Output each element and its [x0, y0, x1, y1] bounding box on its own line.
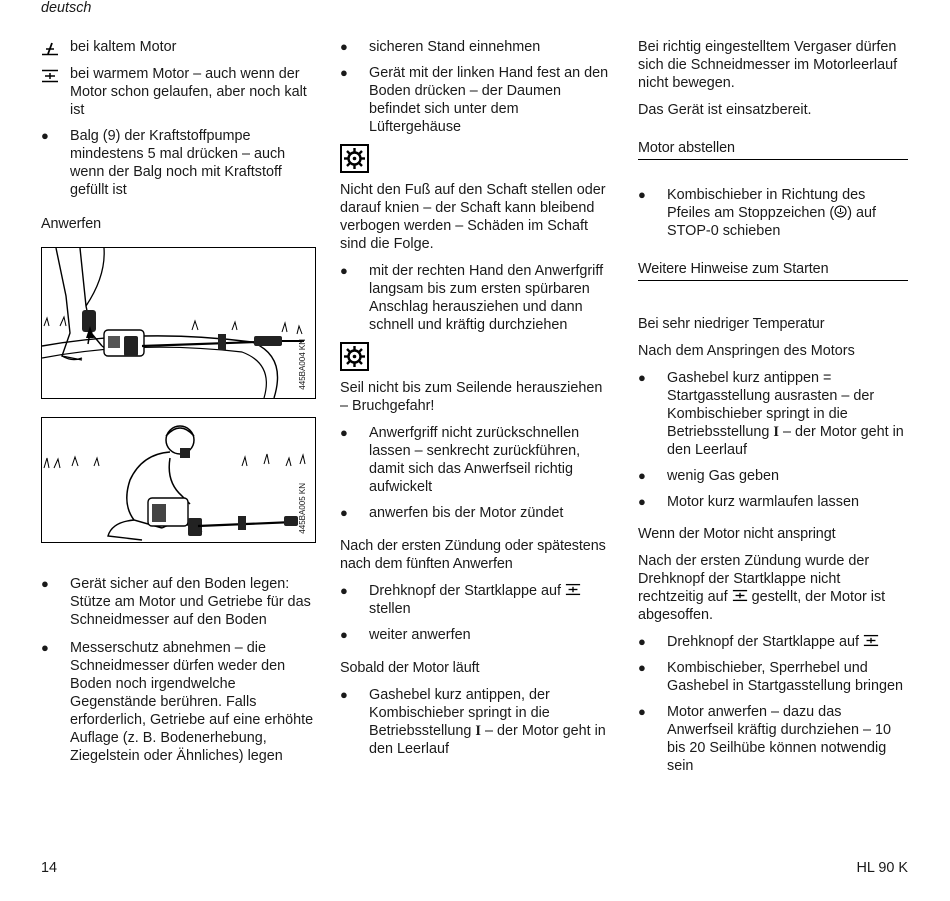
stop-sign-icon: [834, 205, 847, 218]
bullet-icon: ●: [340, 65, 348, 80]
list-item: [340, 626, 612, 644]
bullet-icon: ●: [638, 494, 646, 509]
page-number: 14: [41, 860, 58, 876]
list-item-text: Anwerfgriff nicht zurückschnellen lassen – senkrecht zurückführen, damit sich das Anwerfseil richtig aufwickelt: [369, 425, 581, 495]
bullet-icon: ●: [638, 634, 646, 649]
list-item-text: Motor kurz warmlaufen lassen: [667, 494, 859, 510]
starting-illustration-1: [42, 248, 310, 398]
bullet-icon: ●: [638, 468, 646, 483]
run-position-symbol: I: [773, 424, 780, 440]
list-item-text: mit der rechten Hand den Anwerfgriff langsam bis zum ersten spürbaren Anschlag herausziehen und dann schnell und kräftig durchziehen: [369, 263, 604, 333]
choke-warm-icon: [863, 634, 879, 647]
paragraph: Bei richtig eingestelltem Vergaser dürfen sich die Schneidmesser im Motorleerlauf nicht bewegen.: [638, 39, 898, 91]
list-item-text: [369, 582, 612, 618]
bullet-icon: ●: [340, 627, 348, 642]
bullet-icon: ●: [340, 263, 348, 278]
column-1: [41, 38, 316, 773]
list-item-text: Motor anwerfen – dazu das Anwerfseil kräftig durchziehen – 10 bis 20 Seilhübe können notwendig sein: [667, 704, 891, 774]
list-item: [638, 467, 908, 485]
list-item-text-part: – der Motor geht in den Leerlauf: [369, 723, 606, 757]
language-label: deutsch: [41, 0, 92, 16]
choke-warm-text: bei warmem Motor – auch wenn der Motor schon gelaufen, aber noch kalt ist: [70, 66, 307, 118]
figure-id: 445BA004 KN: [298, 339, 307, 390]
paragraph-part: gestellt, der Motor ist abgesoffen.: [638, 589, 886, 623]
bullet-icon: ●: [638, 660, 646, 675]
choke-warm-icon: [41, 65, 70, 88]
choke-cold-row: [41, 38, 316, 61]
bullet-icon: ●: [638, 370, 646, 385]
list-item: [340, 262, 612, 334]
list-item: [340, 424, 612, 496]
list-item: [340, 504, 612, 522]
list-item-text: Gerät mit der linken Hand fest an den Boden drücken – der Daumen befindet sich unter dem Lüftergehäuse: [369, 65, 609, 135]
bullet-icon: ●: [41, 576, 49, 591]
list-item: [638, 369, 908, 459]
list-item: [638, 186, 908, 240]
figure-kneeling-position: [41, 417, 316, 543]
list-item-text: sicheren Stand einnehmen: [369, 39, 541, 55]
warning-gear-icon: [340, 342, 369, 371]
paragraph: Nach dem Anspringen des Motors: [638, 343, 855, 359]
list-item: [638, 659, 908, 695]
list-item: [41, 639, 316, 765]
list-item: [41, 127, 316, 199]
choke-cold-text: bei kaltem Motor: [70, 39, 177, 55]
list-item-text-part: ) auf: [847, 205, 876, 221]
run-position-symbol: I: [475, 723, 482, 739]
column-3: [638, 38, 908, 783]
list-item-text-part: Gashebel kurz antippen = Startgasstellung ausrasten – der Kombischieber springt in die Betriebsstellung: [667, 370, 875, 440]
heading-stop-engine: Motor abstellen: [638, 139, 908, 160]
paragraph: Das Gerät ist einsatzbereit.: [638, 102, 812, 118]
bullet-icon: ●: [638, 187, 646, 202]
list-item: [638, 703, 908, 775]
list-item-text: anwerfen bis der Motor zündet: [369, 505, 564, 521]
bullet-icon: ●: [638, 704, 646, 719]
warning-text: [340, 379, 612, 415]
list-item-text-part: stellen: [369, 601, 411, 617]
list-item-text: [667, 369, 908, 459]
paragraph: [638, 552, 908, 624]
figure-starting-position: [41, 247, 316, 399]
figure-id: 445BA005 KN: [298, 483, 307, 534]
list-item: [638, 493, 908, 511]
list-item-text-part: Drehknopf der Startklappe auf: [369, 583, 565, 599]
list-item-text-part: Kombischieber in Richtung des Pfeiles am Stoppzeichen (: [667, 187, 866, 221]
heading-further-tips: Weitere Hinweise zum Starten: [638, 260, 908, 281]
list-item: [638, 633, 908, 651]
bullet-icon: ●: [340, 583, 348, 598]
list-item-text: wenig Gas geben: [667, 468, 780, 484]
danger-label: Bruchgefahr!: [352, 398, 435, 414]
bullet-icon: ●: [340, 425, 348, 440]
warning-gear-icon: [340, 144, 369, 173]
list-item: [41, 575, 316, 629]
heading-first-ignition: Nach der ersten Zündung oder spätestens nach dem fünften Anwerfen: [340, 538, 606, 572]
heading-engine-running: Sobald der Motor läuft: [340, 660, 480, 676]
heading-low-temperature: Bei sehr niedriger Temperatur: [638, 316, 825, 332]
heading-anwerfen: Anwerfen: [41, 216, 101, 232]
list-item: [340, 64, 612, 136]
warning-text-part: Seil nicht bis zum Seilende herausziehen –: [340, 380, 603, 414]
list-item-text: Kombischieber, Sperrhebel und Gashebel in Startgasstellung bringen: [667, 660, 903, 694]
bullet-icon: ●: [41, 640, 49, 655]
bullet-icon: ●: [340, 505, 348, 520]
paragraph-part: Nach der ersten Zündung wurde der Drehknopf der Startklappe nicht rechtzeitig auf: [638, 553, 870, 605]
bullet-icon: ●: [340, 39, 348, 54]
choke-warm-row: [41, 65, 316, 119]
list-item-text: [667, 633, 908, 651]
warning-text: Nicht den Fuß auf den Schaft stellen oder darauf knien – der Schaft kann bleibend verbogen werden – Schäden im Schaft sind die Folge.: [340, 182, 606, 252]
list-item-text-part: Gashebel kurz antippen, der Kombischieber springt in die Betriebsstellung: [369, 687, 550, 739]
list-item-text-part: schieben: [718, 223, 781, 239]
list-item-text: weiter anwerfen: [369, 627, 471, 643]
starting-illustration-2: [42, 418, 310, 542]
list-item-text: Messerschutz abnehmen – die Schneidmesser dürfen weder den Boden noch irgendwelche Gegenstände berühren. Falls erforderlich, Getriebe auf eine erhöhte Auflage (z. B. Bodenerhebung, Ziegelstein oder Ähnliches) legen: [70, 640, 314, 764]
list-item-text: Balg (9) der Kraftstoffpumpe mindestens 5 mal drücken – auch wenn der Balg noch mit Kraftstoff gefüllt ist: [70, 128, 286, 198]
column-2: [340, 38, 612, 766]
list-item-text: [667, 186, 908, 240]
choke-warm-icon: [732, 589, 748, 602]
choke-closed-icon: [41, 38, 70, 61]
list-item: [340, 582, 612, 618]
model-label: HL 90 K: [856, 860, 908, 876]
list-item-text-part: – der Motor geht in den Leerlauf: [667, 424, 904, 458]
bullet-icon: ●: [340, 687, 348, 702]
list-item-text-part: Drehknopf der Startklappe auf: [667, 634, 863, 650]
stop-label: STOP-0: [667, 223, 719, 239]
list-item: [340, 38, 612, 56]
list-item-text: Gerät sicher auf den Boden legen: Stütze am Motor und Getriebe für das Schneidmesser auf den Boden: [70, 576, 311, 628]
list-item: [340, 686, 612, 758]
list-item-text: [369, 686, 612, 758]
choke-warm-icon: [565, 583, 581, 596]
bullet-icon: ●: [41, 128, 49, 143]
heading-not-starting: Wenn der Motor nicht anspringt: [638, 526, 836, 542]
